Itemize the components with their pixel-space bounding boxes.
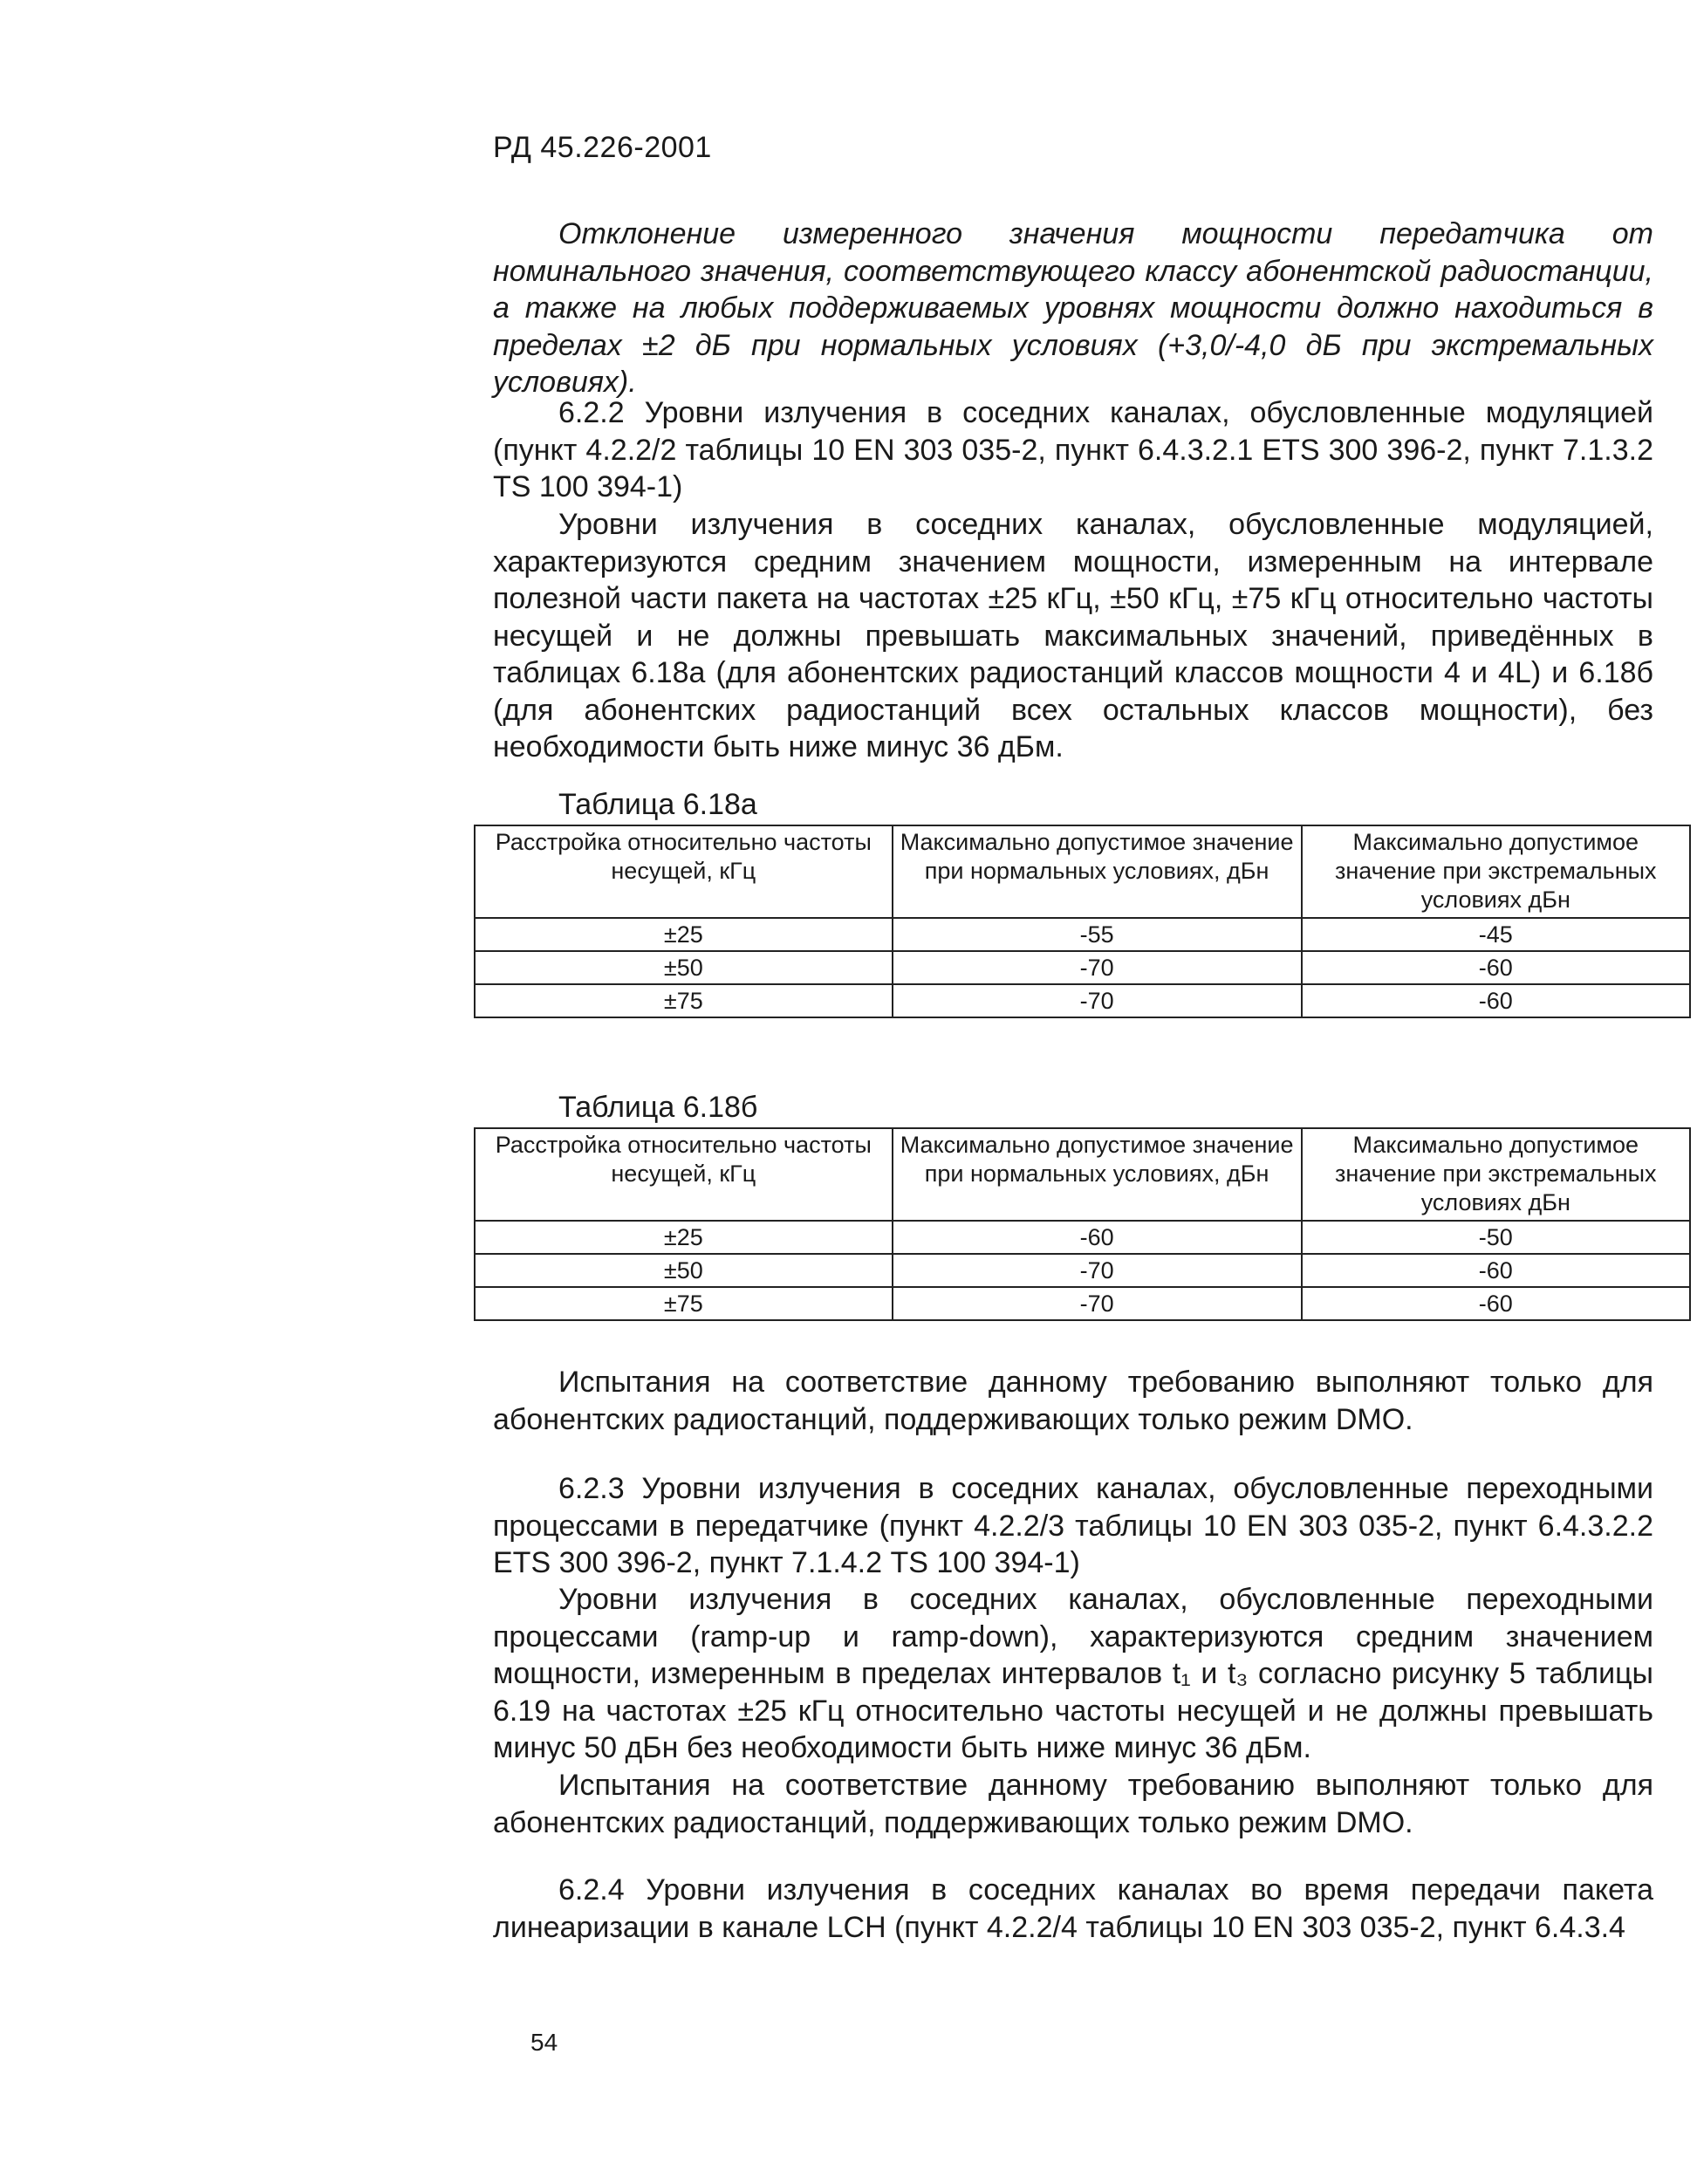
column-header-extreme: Максимально допустимое значение при экстремальных условиях дБн (1302, 1128, 1690, 1221)
table-cell: ±50 (475, 951, 893, 984)
paragraph-modulation-emission: Уровни излучения в соседних каналах, обусловленные модуляцией, характеризуются средним значением мощности, измеренным на интервале полезной части пакета на частотах ±25 кГц, ±50 кГц, ±75 кГц относительно частоты несущей и не должны превышать максимальных значений, приведённых в таблицах 6.18а (для абонентских радиостанций классов мощности 4 и 4L) и 6.18б (для абонентских радиостанций всех остальных классов мощности), без необходимости быть ниже минус 36 дБм. (493, 508, 1653, 763)
table-row (475, 1254, 1690, 1287)
table-cell: -70 (893, 1254, 1302, 1287)
column-header-normal: Максимально допустимое значение при нормальных условиях, дБн (893, 1128, 1302, 1221)
table-row (475, 1287, 1690, 1320)
section-heading-6-2-3: 6.2.3 Уровни излучения в соседних каналах, обусловленные переходными процессами в передатчике (пункт 4.2.2/3 таблицы 10 EN 303 035-2, пункт 6.4.3.2.2 ETS 300 396-2, пункт 7.1.4.2 TS 100 394-1) (493, 1472, 1653, 1579)
table-cell: -55 (893, 918, 1302, 951)
table-row (475, 1221, 1690, 1254)
table-cell: -70 (893, 951, 1302, 984)
page-number: 54 (530, 2029, 558, 2056)
table-cell: -60 (1302, 1287, 1690, 1320)
section-heading-6-2-2: 6.2.2 Уровни излучения в соседних каналах, обусловленные модуляцией (пункт 4.2.2/2 таблицы 10 EN 303 035-2, пункт 6.4.3.2.1 ETS 300 396-2, пункт 7.1.3.2 TS 100 394-1) (493, 396, 1653, 503)
table-cell: -60 (1302, 984, 1690, 1017)
table-cell: -50 (1302, 1221, 1690, 1254)
paragraph-dmo-note-1: Испытания на соответствие данному требованию выполняют только для абонентских радиостанций, поддерживающих только режим DMO. (493, 1366, 1653, 1436)
table-cell: ±25 (475, 1221, 893, 1254)
column-header-normal: Максимально допустимое значение при нормальных условиях, дБн (893, 825, 1302, 918)
paragraph-transient-emission: Уровни излучения в соседних каналах, обусловленные переходными процессами (ramp-up и ramp-down), характеризуются средним значением мощности, измеренным в пределах интервалов t₁ и t₃ согласно рисунку 5 таблицы 6.19 на частотах ±25 кГц относительно частоты несущей и не должны превышать минус 50 дБн без необходимости быть ниже минус 36 дБм. (493, 1583, 1653, 1764)
paragraph-dmo-note-2: Испытания на соответствие данному требованию выполняют только для абонентских радиостанций, поддерживающих только режим DMO. (493, 1769, 1653, 1839)
table-header-row (475, 1128, 1690, 1221)
table-cell: ±75 (475, 984, 893, 1017)
column-header-offset: Расстройка относительно частоты несущей, кГц (475, 1128, 893, 1221)
table-cell: ±25 (475, 918, 893, 951)
table-row (475, 918, 1690, 951)
document-code: РД 45.226-2001 (493, 131, 712, 164)
table-row (475, 984, 1690, 1017)
table-header-row (475, 825, 1690, 918)
table-6-18a (474, 825, 1691, 1018)
table-row (475, 951, 1690, 984)
table-6-18b (474, 1127, 1691, 1321)
table-cell: -60 (893, 1221, 1302, 1254)
table-cell: ±50 (475, 1254, 893, 1287)
table-cell: ±75 (475, 1287, 893, 1320)
column-header-extreme: Максимально допустимое значение при экстремальных условиях дБн (1302, 825, 1690, 918)
table-cell: -70 (893, 984, 1302, 1017)
table-caption-6-18b: Таблица 6.18б (558, 1091, 758, 1124)
table-cell: -60 (1302, 951, 1690, 984)
paragraph-power-deviation: Отклонение измеренного значения мощности передатчика от номинального значения, соответствующего классу абонентской радиостанции, а также на любых поддерживаемых уровнях мощности должно находиться в пределах ±2 дБ при нормальных условиях (+3,0/-4,0 дБ при экстремальных условиях). (493, 217, 1653, 399)
column-header-offset: Расстройка относительно частоты несущей, кГц (475, 825, 893, 918)
table-cell: -60 (1302, 1254, 1690, 1287)
table-caption-6-18a: Таблица 6.18а (558, 788, 757, 821)
table-cell: -70 (893, 1287, 1302, 1320)
section-heading-6-2-4: 6.2.4 Уровни излучения в соседних каналах во время передачи пакета линеаризации в канале LCH (пункт 4.2.2/4 таблицы 10 EN 303 035-2, пункт 6.4.3.4 (493, 1873, 1653, 1944)
table-cell: -45 (1302, 918, 1690, 951)
